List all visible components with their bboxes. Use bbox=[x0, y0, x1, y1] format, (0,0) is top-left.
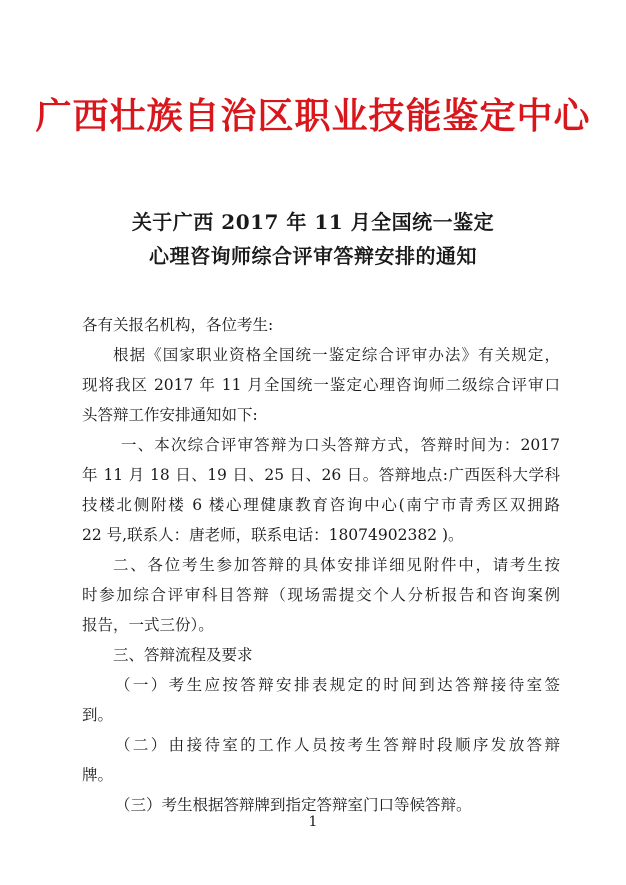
salutation: 各有关报名机构，各位考生: bbox=[82, 316, 274, 334]
sub-item-1-line: （一）考生应按答辩安排表规定的时间到达答辩接待室签 bbox=[115, 676, 560, 694]
item-1-line: 一、本次综合评审答辩为口头答辩方式，答辩时间为：2017 bbox=[121, 436, 560, 454]
notice-body bbox=[82, 310, 560, 820]
item-2-line: 报告，一式三份）。 bbox=[82, 616, 214, 634]
intro-line: 头答辩工作安排通知如下: bbox=[82, 406, 258, 424]
item-1-line: 年 11 月 18 日、19 日、25 日、26 日。答辩地点:广西医科大学科 bbox=[82, 466, 560, 484]
sub-item-2-line: （二）由接待室的工作人员按考生答辩时段顺序发放答辩 bbox=[115, 736, 560, 754]
intro-line: 根据《国家职业资格全国统一鉴定综合评审办法》有关规定， bbox=[113, 346, 560, 364]
sub-item-1-line: 到。 bbox=[82, 706, 114, 724]
organization-header: 广西壮族自治区职业技能鉴定中心 bbox=[35, 95, 591, 137]
sub-item-3-line: （三）考生根据答辩牌到指定答辩室门口等候答辩。 bbox=[115, 796, 472, 814]
item-1-line: 技楼北侧附楼 6 楼心理健康教育咨询中心(南宁市青秀区双拥路 bbox=[82, 496, 560, 514]
item-3-heading: 三、答辩流程及要求 bbox=[113, 646, 253, 664]
notice-title-line-1: 关于广西 2017 年 11 月全国统一鉴定 bbox=[131, 210, 495, 234]
item-2-line: 时参加综合评审科目答辩（现场需提交个人分析报告和咨询案例 bbox=[82, 586, 560, 604]
item-1-line: 22 号,联系人：唐老师，联系电话：18074902382 )。 bbox=[82, 526, 464, 544]
notice-title-line-2: 心理咨询师综合评审答辩安排的通知 bbox=[149, 244, 477, 268]
item-2-line: 二、各位考生参加答辩的具体安排详细见附件中，请考生按 bbox=[113, 556, 560, 574]
page-number: 1 bbox=[308, 814, 318, 830]
sub-item-2-line: 牌。 bbox=[82, 766, 114, 784]
intro-line: 现将我区 2017 年 11 月全国统一鉴定心理咨询师二级综合评审口 bbox=[82, 376, 560, 394]
